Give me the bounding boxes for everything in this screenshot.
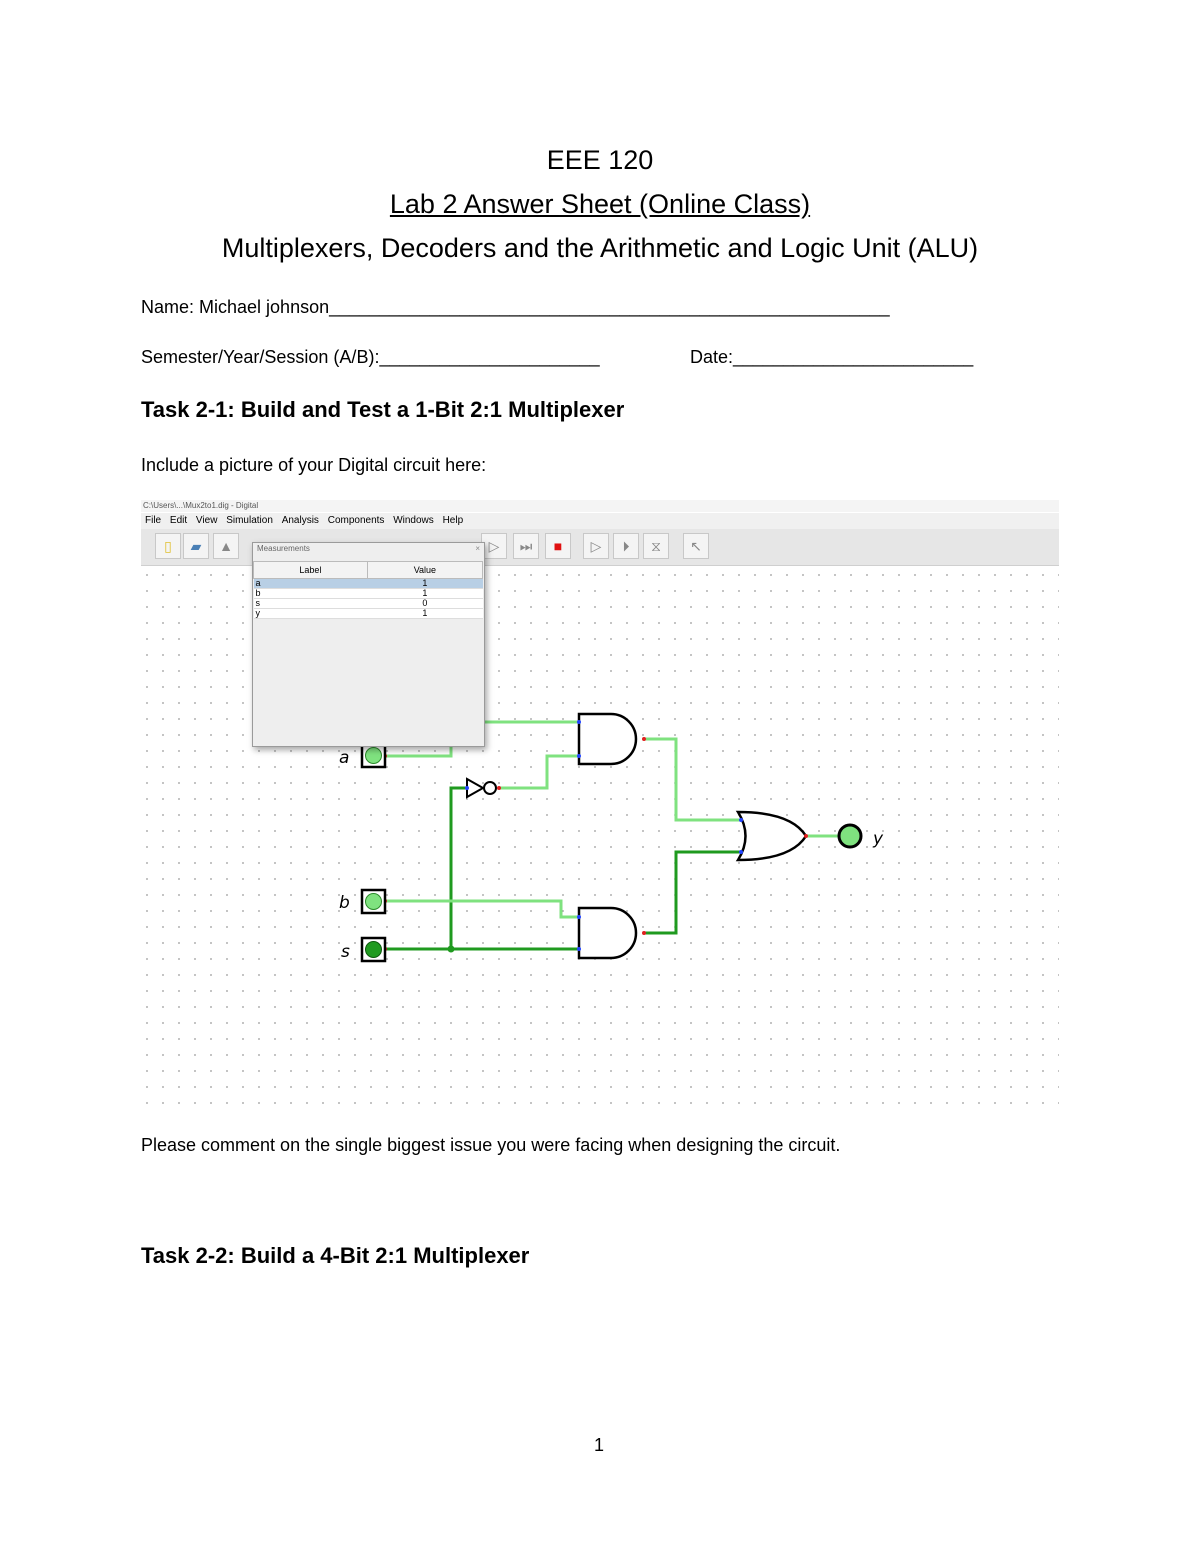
row-value: 1: [367, 589, 482, 599]
menu-help[interactable]: Help: [442, 515, 464, 526]
menu-components[interactable]: Components: [327, 515, 385, 526]
lab-title: Multiplexers, Decoders and the Arithmetic and Logic Unit (ALU): [221, 233, 979, 263]
column-label[interactable]: Label: [254, 562, 368, 579]
analyse-icon[interactable]: ⧖: [643, 533, 669, 559]
row-label: y: [254, 609, 368, 619]
row-value: 1: [367, 579, 482, 589]
column-value[interactable]: Value: [367, 562, 482, 579]
measurements-table: [253, 561, 483, 619]
close-icon[interactable]: ×: [475, 544, 480, 553]
save-file-icon[interactable]: ▲: [213, 533, 239, 559]
output-y: [839, 825, 861, 847]
measurements-window[interactable]: [252, 542, 485, 747]
label-s: s: [341, 942, 350, 962]
menu-simulation[interactable]: Simulation: [226, 515, 273, 526]
sheet-subtitle: Lab 2 Answer Sheet (Online Class): [389, 189, 811, 219]
task1-heading: Task 2-1: Build and Test a 1-Bit 2:1 Multiplexer: [141, 397, 625, 422]
task1-instruction: Include a picture of your Digital circuit here:: [141, 455, 487, 475]
step-icon[interactable]: ⏭: [513, 533, 539, 559]
micro-step-icon[interactable]: ▷: [583, 533, 609, 559]
name-field[interactable]: Name: Michael johnson________________________________________________________: [141, 297, 890, 317]
measurements-title: Measurements: [257, 544, 310, 553]
course-code: EEE 120: [546, 145, 654, 175]
circuit-screenshot: [141, 500, 1059, 1108]
menu-view[interactable]: View: [195, 515, 218, 526]
pointer-icon[interactable]: ↖: [683, 533, 709, 559]
label-b: b: [339, 893, 350, 913]
table-row[interactable]: [254, 579, 483, 589]
table-row[interactable]: [254, 589, 483, 599]
semester-field[interactable]: Semester/Year/Session (A/B):______________________: [141, 347, 600, 367]
menu-file[interactable]: File: [145, 515, 162, 526]
window-title: C:\Users\...\Mux2to1.dig - Digital: [141, 500, 1059, 512]
table-row[interactable]: [254, 609, 483, 619]
row-label: a: [254, 579, 368, 589]
label-a: a: [339, 748, 350, 768]
page-number: 1: [594, 1435, 605, 1455]
measurements-title-bar[interactable]: [253, 543, 484, 555]
row-value: 1: [367, 609, 482, 619]
and-gate-2: [579, 908, 636, 958]
menu-edit[interactable]: Edit: [169, 515, 188, 526]
task2-heading: Task 2-2: Build a 4-Bit 2:1 Multiplexer: [141, 1243, 530, 1268]
and-gate-1: [579, 714, 636, 764]
menu-bar: [141, 513, 1059, 529]
label-y: y: [873, 829, 884, 849]
row-value: 0: [367, 599, 482, 609]
date-field[interactable]: Date:________________________: [690, 347, 974, 367]
table-row[interactable]: [254, 599, 483, 609]
new-file-icon[interactable]: ▯: [155, 533, 181, 559]
row-label: b: [254, 589, 368, 599]
run-icon[interactable]: ▷: [481, 533, 507, 559]
menu-windows[interactable]: Windows: [393, 515, 434, 526]
menu-analysis[interactable]: Analysis: [281, 515, 319, 526]
open-file-icon[interactable]: ▰: [183, 533, 209, 559]
row-label: s: [254, 599, 368, 609]
comment-prompt: Please comment on the single biggest issue you were facing when designing the circuit.: [141, 1135, 841, 1155]
fast-run-icon[interactable]: ⏵: [613, 533, 639, 559]
stop-icon[interactable]: ■: [545, 533, 571, 559]
